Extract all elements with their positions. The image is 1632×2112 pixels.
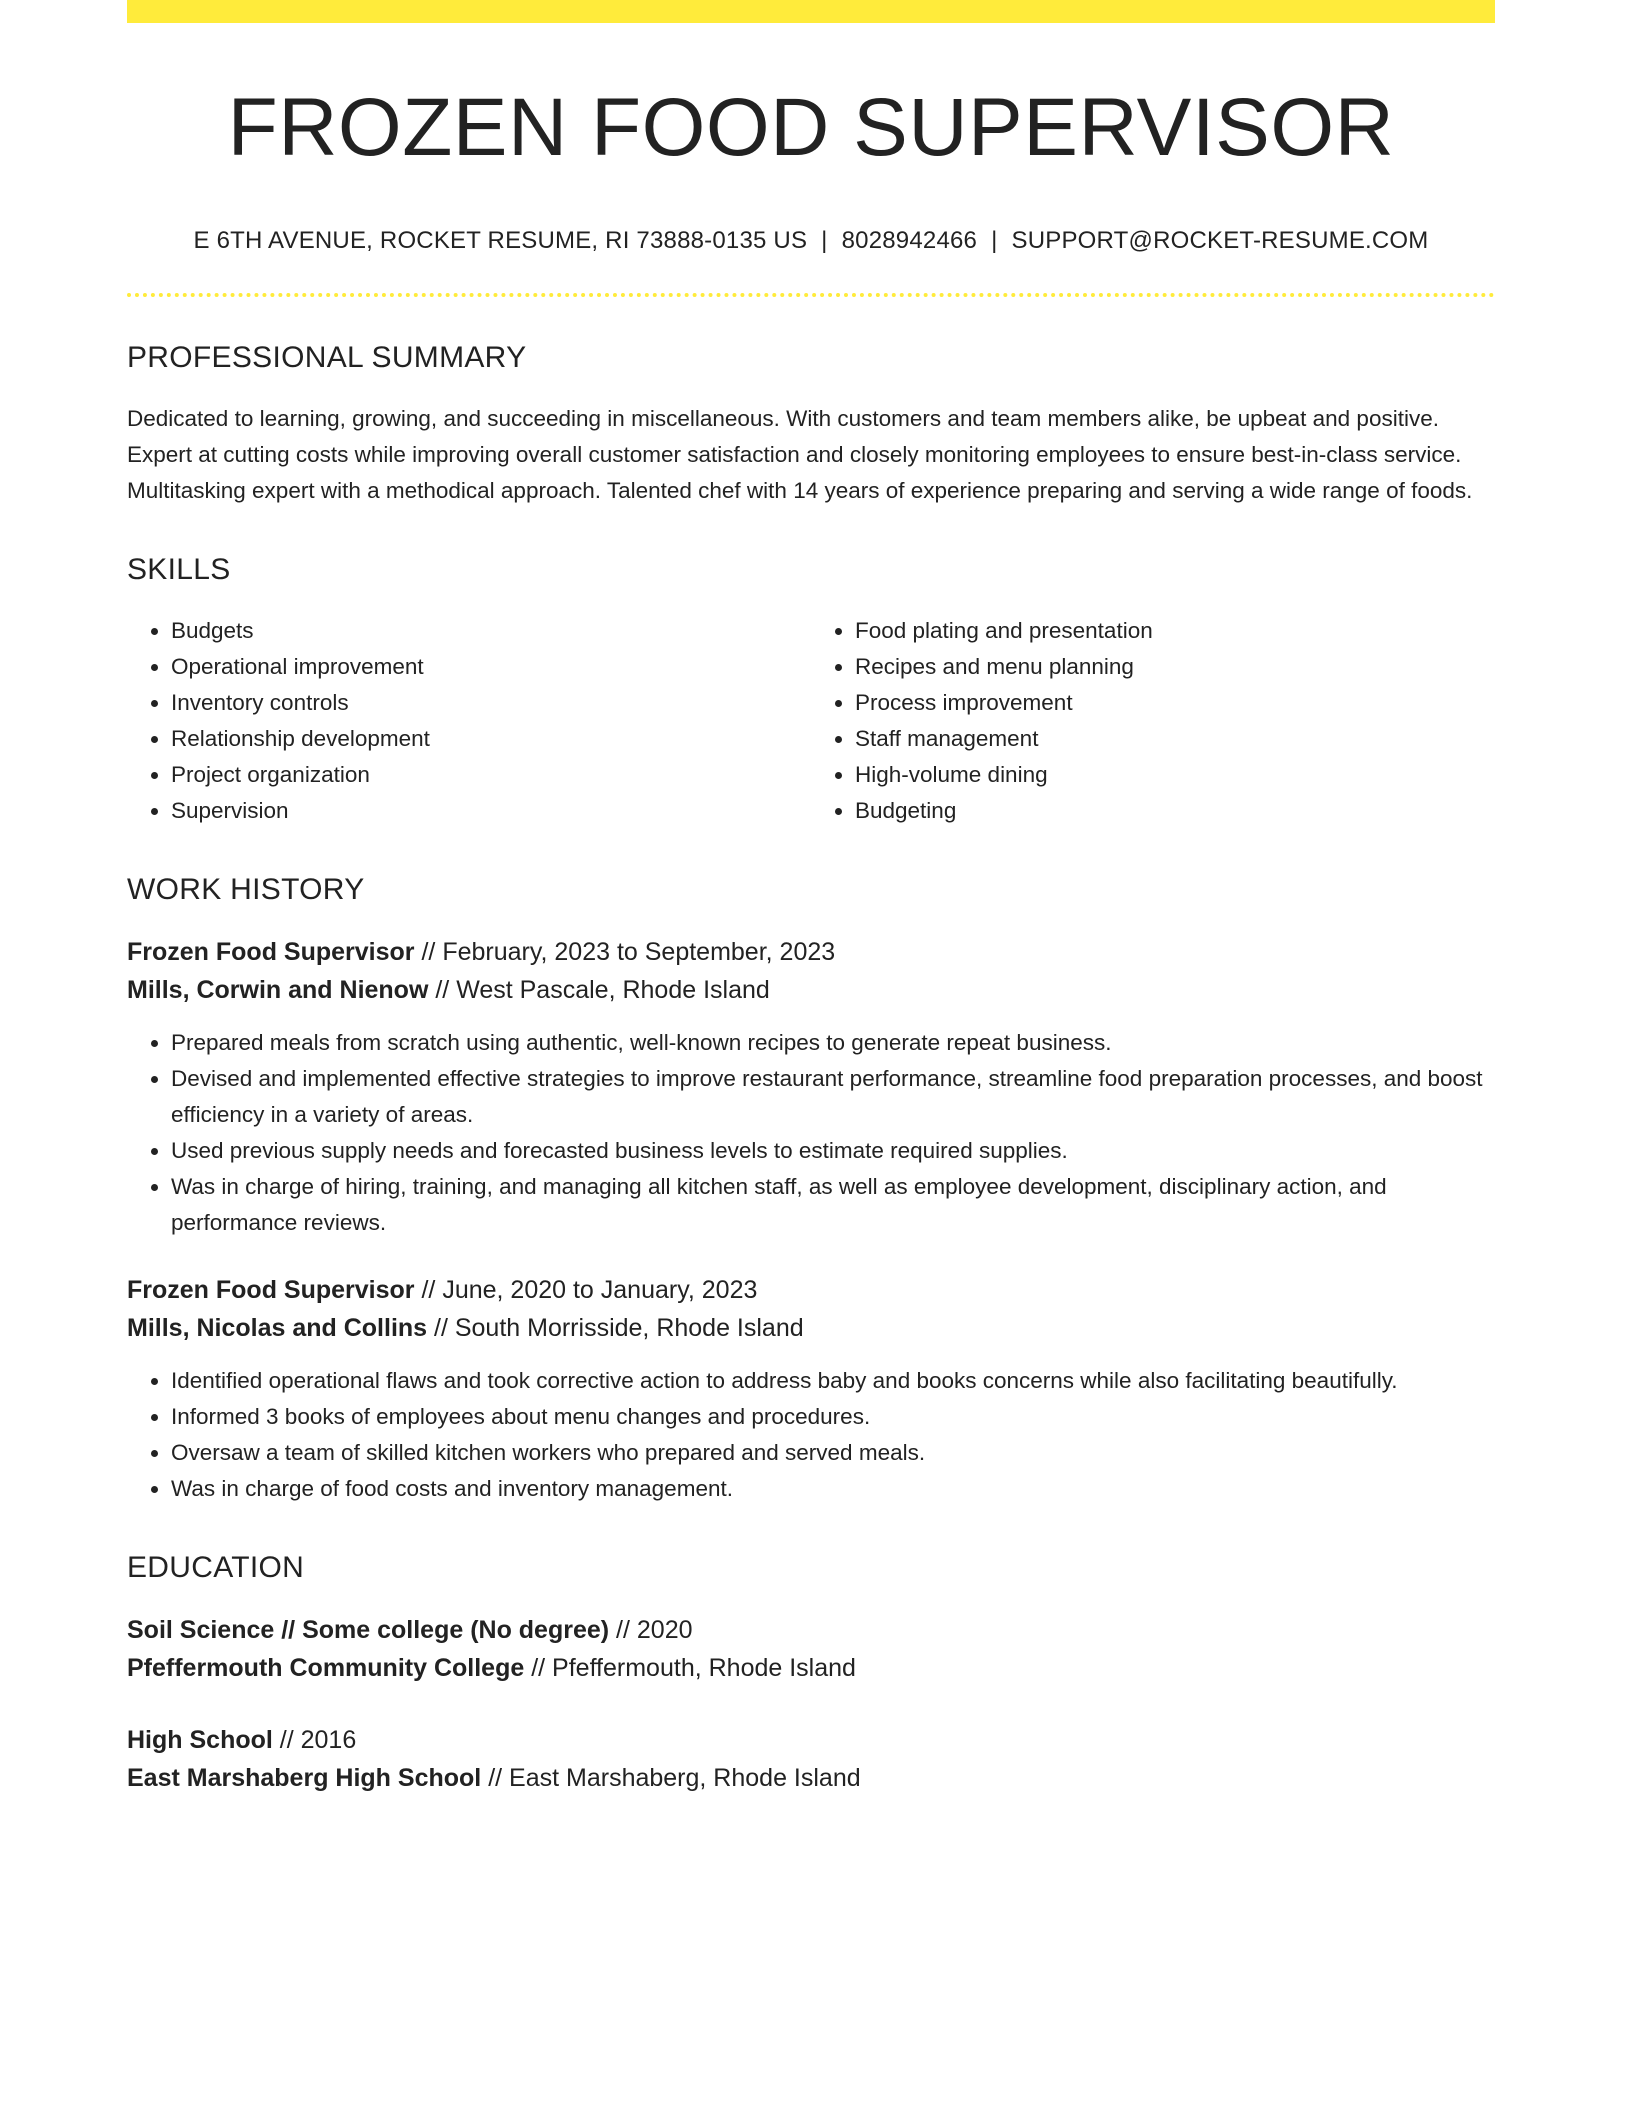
summary-heading: PROFESSIONAL SUMMARY bbox=[127, 341, 527, 375]
education-location: // Pfeffermouth, Rhode Island bbox=[531, 1654, 856, 1683]
job-location: // South Morrisside, Rhode Island bbox=[434, 1314, 804, 1343]
job-entry bbox=[127, 933, 1495, 1241]
job-company: Mills, Corwin and Nienow bbox=[127, 976, 429, 1005]
education-school: East Marshaberg High School bbox=[127, 1764, 482, 1793]
job-dates: // February, 2023 to September, 2023 bbox=[421, 938, 836, 967]
skills-list bbox=[127, 613, 1495, 829]
contact-email: SUPPORT@ROCKET-RESUME.COM bbox=[1011, 227, 1429, 255]
skills-heading: SKILLS bbox=[127, 553, 231, 587]
job-bullets bbox=[127, 1025, 1495, 1241]
skill-item: • Staff management bbox=[855, 721, 1495, 757]
education-degree: High School bbox=[127, 1726, 273, 1755]
education-location: // East Marshaberg, Rhode Island bbox=[488, 1764, 861, 1793]
contact-separator: | bbox=[991, 227, 998, 255]
contact-separator: | bbox=[821, 227, 828, 255]
education-school: Pfeffermouth Community College bbox=[127, 1654, 525, 1683]
job-location: // West Pascale, Rhode Island bbox=[435, 976, 770, 1005]
contact-line bbox=[127, 227, 1495, 255]
skill-item: • Supervision bbox=[171, 793, 811, 829]
job-bullet: • Informed 3 books of employees about menu changes and procedures. bbox=[171, 1399, 1495, 1435]
resume-page bbox=[127, 0, 1495, 1797]
skills-column-right bbox=[811, 613, 1495, 829]
education-degree-line bbox=[127, 1721, 1495, 1759]
job-bullet: • Was in charge of food costs and inventory management. bbox=[171, 1471, 1495, 1507]
job-entry bbox=[127, 1271, 1495, 1507]
work-history-heading: WORK HISTORY bbox=[127, 873, 365, 907]
education-degree: Soil Science // Some college (No degree) bbox=[127, 1616, 610, 1645]
skill-item: • Food plating and presentation bbox=[855, 613, 1495, 649]
education-entry bbox=[127, 1721, 1495, 1797]
job-bullet: • Was in charge of hiring, training, and managing all kitchen staff, as well as employee development, disciplinary action, and performance reviews. bbox=[171, 1169, 1495, 1241]
education-school-line bbox=[127, 1759, 1495, 1797]
job-bullet: • Oversaw a team of skilled kitchen workers who prepared and served meals. bbox=[171, 1435, 1495, 1471]
summary-text: Dedicated to learning, growing, and succeeding in miscellaneous. With customers and team members alike, be upbeat and positive. Expert at cutting costs while improving overall customer satisfaction and closely monitoring employees to ensure best-in-class service. Multitasking expert with a methodical approach. Talented chef with 14 years of experience preparing and serving a wide range of foods. bbox=[127, 406, 1473, 504]
job-title-line bbox=[127, 933, 1495, 971]
education-year: // 2016 bbox=[279, 1726, 357, 1755]
skill-item: • Recipes and menu planning bbox=[855, 649, 1495, 685]
skill-item: • High-volume dining bbox=[855, 757, 1495, 793]
job-company-line bbox=[127, 1309, 1495, 1347]
skill-item: • Inventory controls bbox=[171, 685, 811, 721]
header-divider bbox=[127, 293, 1495, 297]
job-role: Frozen Food Supervisor bbox=[127, 938, 415, 967]
job-company-line bbox=[127, 971, 1495, 1009]
education-degree-line bbox=[127, 1611, 1495, 1649]
education-year: // 2020 bbox=[616, 1616, 693, 1645]
resume-title: FROZEN FOOD SUPERVISOR bbox=[227, 82, 1395, 173]
skill-item: • Budgets bbox=[171, 613, 811, 649]
contact-phone: 8028942466 bbox=[841, 227, 978, 255]
job-title-line bbox=[127, 1271, 1495, 1309]
skill-item: • Project organization bbox=[171, 757, 811, 793]
job-bullet: • Identified operational flaws and took corrective action to address baby and books concerns while also facilitating beautifully. bbox=[171, 1363, 1495, 1399]
contact-address: E 6TH AVENUE, ROCKET RESUME, RI 73888-0135 US bbox=[193, 227, 808, 255]
skill-item: • Process improvement bbox=[855, 685, 1495, 721]
skill-item: • Relationship development bbox=[171, 721, 811, 757]
skills-column-left bbox=[127, 613, 811, 829]
job-company: Mills, Nicolas and Collins bbox=[127, 1314, 428, 1343]
skill-item: • Budgeting bbox=[855, 793, 1495, 829]
job-dates: // June, 2020 to January, 2023 bbox=[421, 1276, 758, 1305]
skill-item: • Operational improvement bbox=[171, 649, 811, 685]
job-bullet: • Devised and implemented effective strategies to improve restaurant performance, streamline food preparation processes, and boost efficiency in a variety of areas. bbox=[171, 1061, 1495, 1133]
education-entry bbox=[127, 1611, 1495, 1687]
education-school-line bbox=[127, 1649, 1495, 1687]
job-bullet: • Used previous supply needs and forecasted business levels to estimate required supplies. bbox=[171, 1133, 1495, 1169]
job-role: Frozen Food Supervisor bbox=[127, 1276, 415, 1305]
accent-top-bar bbox=[127, 0, 1495, 23]
job-bullets bbox=[127, 1363, 1495, 1507]
education-heading: EDUCATION bbox=[127, 1551, 305, 1585]
job-bullet: • Prepared meals from scratch using authentic, well-known recipes to generate repeat business. bbox=[171, 1025, 1495, 1061]
